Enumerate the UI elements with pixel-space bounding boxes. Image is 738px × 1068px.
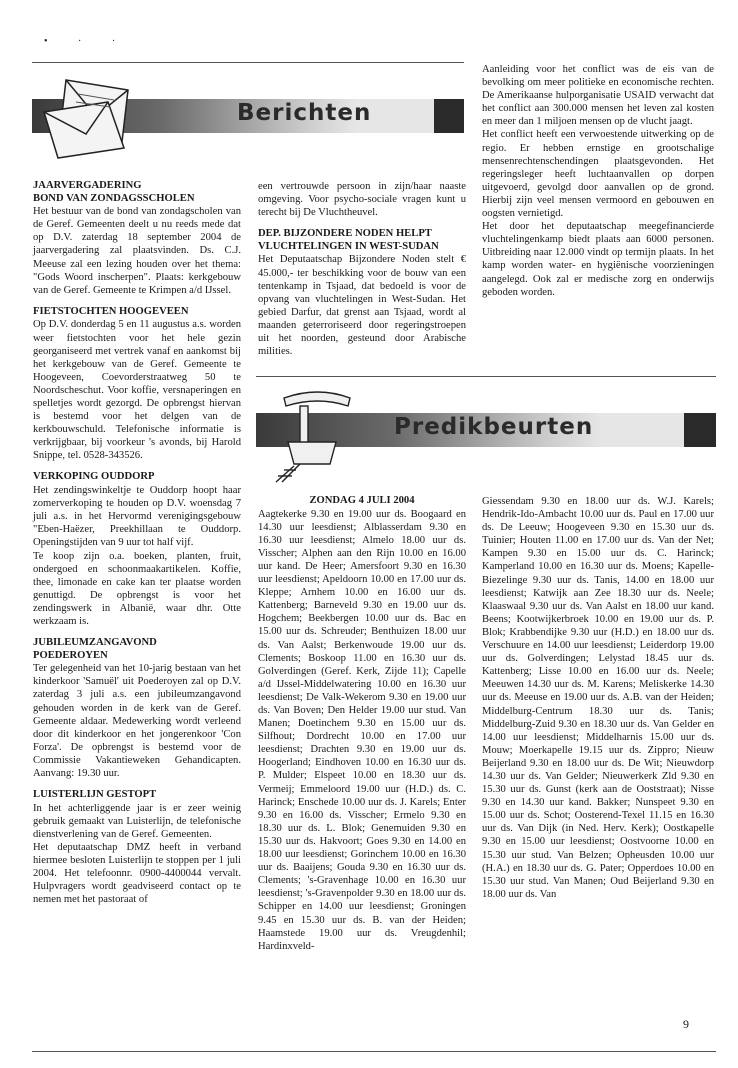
article-body: Het zendingswinkeltje te Ouddorp hoopt haar zomerverkoping te houden op D.V. woensdag 7 juli a.s. in het Hervormd verenigingsgebouw "Eben-Haëzer, Preekhillaan te Ouddorp. Openingstijden van 9 uur tot half vijf. Te koop zijn o.a. boeken, planten, fruit, ondergoed en schoonmaakartikelen. Koffie, thee, limonade en cake kan ter plaatse worden genuttigd. De opbrengst is voor het zendingswerk in Albanië, waar dhr. Otte werkzaam is. bbox=[33, 485, 241, 627]
article-body: Op D.V. donderdag 5 en 11 augustus a.s. worden weer fietstochten voor het hele gezin georganiseerd met vertrek vanaf en aankomst bij het kerkgebouw van de Geref. Gemeente te Hoogeveen, Coevorderstraatweg 50 te Noordscheschut. Voor koffie, versnaperingen en spelletjes wordt gezorgd. De opbrengst hiervan is bestemd voor het delgen van de kerkbouwschuld. Telefonische informatie is verkrijgbaar, bij voorkeur 's avonds, bij Harold Snippe, tel. 0528-343526. bbox=[33, 319, 241, 462]
article-body: Ter gelegenheid van het 10-jarig bestaan van het kinderkoor 'Samuël' uit Poederoyen zal op D.V. zaterdag 3 juli a.s. een jubileumzangavond gehouden worden in de kerk van de Geref. Gemeente aldaar. Medewerking wordt verleend door dit kinderkoor en het jongerenkoor 'Con Forza'. De opbrengst is bestemd voor de Commissie Vakantieweken Gehandicapten. Aanvang: 19.30 uur. bbox=[33, 663, 241, 780]
article-body: Aagtekerke 9.30 en 19.00 uur ds. Boogaard en 14.30 uur leesdienst; Alblasserdam 9.30 en 16.30 uur leesdienst; Almelo 18.00 uur ds. Visscher; Alphen aan den Rijn 10.00 en 16.00 uur kand. De Heer; Amersfoort 9.30 en 16.30 uur leesdienst; Apeldoorn 10.00 en 17.00 uur ds. Kleppe; Arnhem 10.00 en 16.00 uur ds. Kattenberg; Barneveld 9.30 en 19.00 uur ds. Hogchem; Beekbergen 10.00 uur ds. Bac en 15.00 uur ds. Schreuder; Benthuizen 18.00 uur ds. Van Aalst; Berkenwoude 19.00 uur ds. Clements; Boskoop 11.00 en 16.30 uur ds. Golverdingen (Geref. Kerk, Zijde 11); Capelle a/d IJssel-Middelwatering 10.00 en 16.30 uur leesdienst; De Valk-Wekerom 9.30 en 19.00 uur ds. Van Boven; Den Helder 19.00 uur stud. Van Manen; Doetinchem 9.30 en 15.00 uur ds. Silfhout; Dordrecht 10.00 en 17.00 uur leesdienst; Drachten 9.30 en 19.00 uur ds. Hoogerland; Eindhoven 10.00 en 16.30 uur ds. P. Mulder; Elspeet 10.00 en 18.30 uur ds. Vermeij; Emmeloord 19.00 uur (H.D.) ds. C. Harinck; Enschede 10.00 uur ds. J. Karels; Enter 9.30 en 16.00 ds. Visscher; Ermelo 9.30 en 18.30 uur ds. L. Blok; Genemuiden 9.30 en 15.30 uur ds. Hakvoort; Goes 9.30 en 14.00 en 18.00 uur leesdienst; Gorinchem 10.00 en 16.30 uur ds. Baaijens; Gouda 9.30 en 16.30 uur ds. Clements; 's-Gravenhage 10.00 en 16.30 uur leesdienst; 's-Gravenpolder 9.30 en 18.00 uur ds. Schipper en 14.00 uur leesdienst; Groningen 9.45 en 15.30 uur ds. B. van der Heiden; Haamstede 19.00 uur ds. Vreugdenhil; Hardinxveld- bbox=[258, 508, 466, 952]
article-title: VERKOPING OUDDORP bbox=[33, 471, 155, 483]
middle-rule bbox=[256, 376, 716, 377]
envelope-icon bbox=[38, 72, 148, 162]
article-body: Het bestuur van de bond van zondagscholen van de Geref. Gemeenten deelt u nu reeds mede dat op D.V. zaterdag 18 september 2004 de jaarvergadering zal plaatsvinden. Ds. C.J. Meeuse zal een lezing houden over het thema: "Gods Woord inscherpen". Plaats: kerkgebouw van de Geref. Gemeente te Krimpen a/d IJssel. bbox=[33, 206, 241, 296]
article-body: Aanleiding voor het conflict was de eis van de bevolking om meer politieke en economische rechten. De Amerikaanse hulporganisatie USAID verwacht dat het conflict aan 300.000 mensen het leven zal kosten en meer dan 1 miljoen mensen op de vlucht jaagt. Het conflict heeft een verwoestende uitwerking op de regio. Er hebben ernstige en grootschalige mensenrechtenschendingen plaatsgevonden. Het regeringsleger heeft luchtaanvallen op dorpen uitgevoerd, gevolgd door aanvallen op de grond. Hierbij zijn veel mensen vermoord en gebouwen en oogsten vernietigd. Het door het deputaatschap meegefinancierde vluchtelingenkamp biedt plaats aan 6000 personen. Uitbreiding naar 12.000 vindt op termijn plaats. In het kamp worden water- en hygiënische voorzieningen aangelegd. Ook zal er medische zorg en onderwijs geboden worden. bbox=[482, 64, 714, 298]
column-berichten-1 bbox=[33, 180, 241, 906]
column-predikbeurten-2 bbox=[482, 495, 714, 901]
column-berichten-2 bbox=[258, 180, 466, 358]
article-title: LUISTERLIJN GESTOPT bbox=[33, 789, 157, 801]
column-berichten-3 bbox=[482, 63, 714, 299]
bottom-rule bbox=[32, 1051, 716, 1052]
article-title: JUBILEUMZANGAVOND POEDEROYEN bbox=[33, 637, 157, 661]
article-body: Het Deputaatschap Bijzondere Noden stelt € 45.000,- ter beschikking voor de bouw van een tentenkamp in Tsjaad, dat bedoeld is voor de opvang van vluchtelingen in West-Sudan. Het gebied Darfur, dat grenst aan Tsjaad, wordt al maanden geterroriseerd door regeringstroepen uit het noorden, gesteund door Arabische milities. bbox=[258, 254, 466, 358]
pulpit-icon bbox=[262, 384, 362, 484]
article-title: DEP. BIJZONDERE NODEN HELPT VLUCHTELINGEN IN WEST-SUDAN bbox=[258, 228, 439, 252]
column-predikbeurten-1 bbox=[258, 495, 466, 953]
article-body: Giessendam 9.30 en 18.00 uur ds. W.J. Karels; Hendrik-Ido-Ambacht 10.00 uur ds. Paul en 17.00 uur ds. De Leeuw; Hoogeveen 9.30 en 15.30 uur ds. Tuinier; Houten 11.00 en 17.00 uur ds. Van der Net; Kampen 9.30 en 15.00 uur ds. C. Harinck; Kamperland 10.00 en 16.30 uur ds. Moens; Kapelle-Biezelinge 9.30 uur ds. Tanis, 14.00 en 18.00 uur leesdienst; Katwijk aan Zee 18.30 uur ds. Neele; Klaaswaal 9.30 uur ds. Van Aalst en 18.00 uur kand. Beens; Kootwijkerbroek 10.00 en 19.00 uur ds. P. Blok; Krabbendijke 9.30 uur (H.D.) en 18.00 uur ds. Verschuure en 14.00 uur leesdienst; Leiderdorp 19.00 uur ds. Golverdingen; Lelystad 18.45 uur ds. Kattenberg; Lisse 10.00 en 16.00 uur ds. Neele; Meeuwen 14.30 uur ds. M. Karens; Meliskerke 14.30 uur ds. Meeuse en 19.00 uur ds. A.B. van der Heiden; Middelburg-Centrum 18.30 uur ds. Tanis; Middelburg-Zuid 9.30 en 18.30 uur ds. Van Gelder en 14.00 uur leesdienst; Middelharnis 15.00 uur ds. Mouw; Moerkapelle 19.15 uur ds. Zippro; Nieuw Beijerland 9.30 en 18.00 uur ds. De Wit; Nieuwdorp 14.30 uur ds. Van Gelder; Nieuwerkerk Zld 9.30 en 15.30 uur ds. Gunst (kerk aan de Ooststraat); Nisse 9.30 en 14.30 uur kand. Bakker; Nunspeet 9.30 en 15.00 uur ds. Schot; Oosterend-Texel 11.15 en 16.30 uur ds. Van Dijk (in Ned. Herv. Kerk); Oostkapelle 9.30 en 15.00 uur leesdienst; Oostvoorne 10.00 en 15.30 uur stud. Van Belzen; Opheusden 10.00 uur (H.A.) en 18.30 uur ds. G. Pater; Opperdoes 10.00 en 15.30 uur stud. Van Manen; Oud Beijerland 9.30 en 18.00 uur ds. Van bbox=[482, 496, 714, 900]
predikbeurten-title: Predikbeurten bbox=[394, 414, 594, 440]
article-title: ZONDAG 4 JULI 2004 bbox=[309, 495, 415, 506]
scan-marks: • · · bbox=[44, 36, 130, 47]
article-title: JAARVERGADERING BOND VAN ZONDAGSSCHOLEN bbox=[33, 180, 195, 204]
article-title: FIETSTOCHTEN HOOGEVEEN bbox=[33, 305, 189, 317]
page-number: 9 bbox=[683, 1017, 689, 1031]
berichten-title: Berichten bbox=[237, 100, 372, 126]
top-rule bbox=[32, 62, 464, 63]
article-body: een vertrouwde persoon in zijn/haar naaste omgeving. Voor psycho-sociale vragen kunt u terecht bij De Vluchtheuvel. bbox=[258, 181, 466, 219]
article-body: In het achterliggende jaar is er zeer weinig gebruik gemaakt van Luisterlijn, de telefonische dienstverlening van de Geref. Gemeenten. Het deputaatschap DMZ heeft in verband hiermee besloten Luisterlijn te stoppen per 1 juli 2004. Het telefoonnr. 0900-4400044 vervalt. Hulpvragers wordt geadviseerd contact op te nemen met het pastoraat of bbox=[33, 802, 241, 906]
